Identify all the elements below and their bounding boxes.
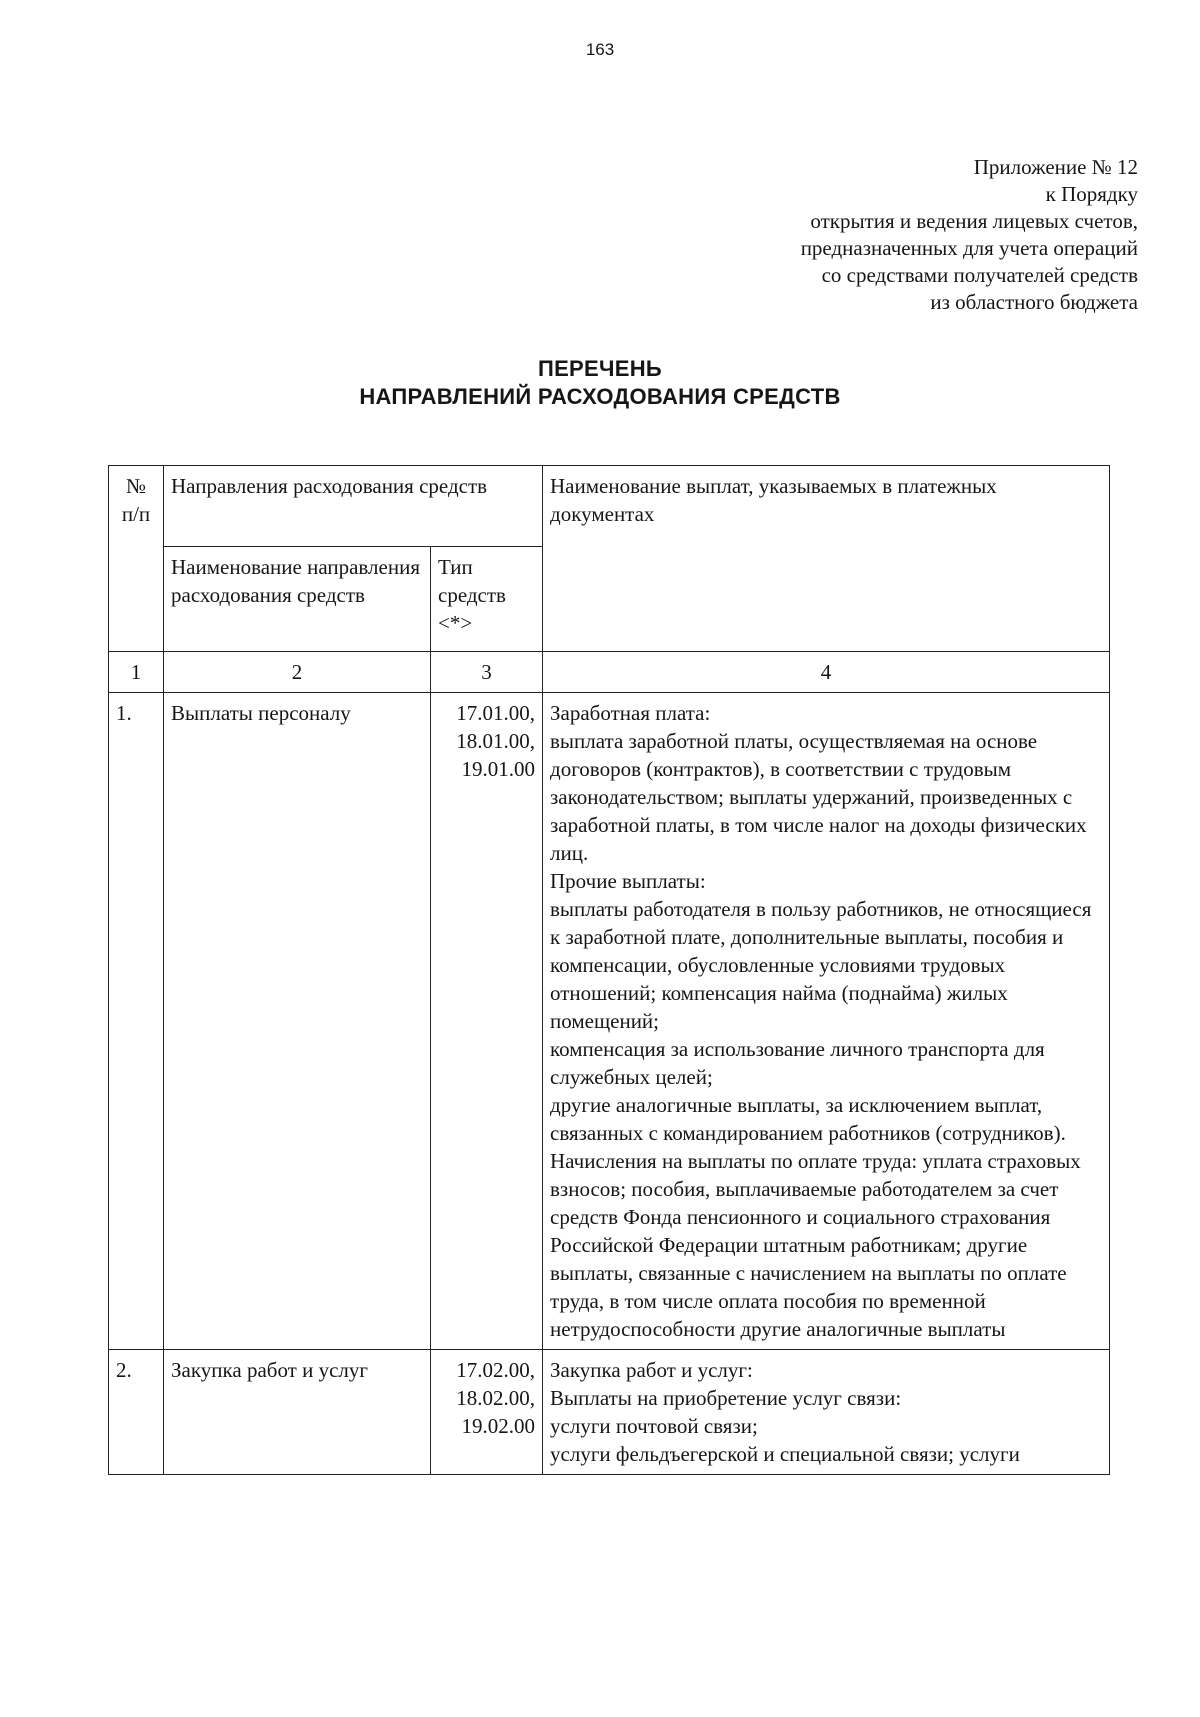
fund-code: 17.01.00, [456,701,536,725]
appendix-line: из областного бюджета [930,290,1138,314]
row-payment-description [543,693,1110,1350]
description-paragraph: Заработная плата: [550,701,711,725]
column-index: 1 [109,652,164,693]
table-header-row [109,466,1110,547]
row-fund-codes [431,693,543,1350]
header-direction-name: Наименование направления расходования средств [164,547,431,652]
fund-code: 17.02.00, [456,1358,536,1382]
row-direction: Выплаты персоналу [164,693,431,1350]
appendix-line: открытия и ведения лицевых счетов, [810,209,1138,233]
table-row [109,693,1110,1350]
fund-code: 18.01.00, [456,729,536,753]
fund-code: 18.02.00, [456,1386,536,1410]
row-number: 2. [109,1350,164,1475]
column-index: 2 [164,652,431,693]
fund-code: 19.02.00 [461,1414,536,1438]
document-title [0,355,1200,411]
appendix-line: к Порядку [1045,182,1138,206]
row-direction: Закупка работ и услуг [164,1350,431,1475]
header-number: № п/п [109,466,164,652]
document-title-line: ПЕРЕЧЕНЬ [537,356,663,381]
description-paragraph: Начисления на выплаты по оплате труда: уплата страховых взносов; пособия, выплачиваемые работодателем за счет средств Фонда пенсионного и социального страхования Российской Федерации штатным работникам; другие выплаты, связанные с начислением на выплаты по оплате труда, в том числе оплата пособия по временной нетрудоспособности другие аналогичные выплаты [550,1149,1081,1341]
description-paragraph: другие аналогичные выплаты, за исключением выплат, связанных с командированием работников (сотрудников). [550,1093,1066,1145]
description-paragraph: выплаты работодателя в пользу работников, не относящиеся к заработной плате, дополнительные выплаты, пособия и компенсации, обусловленные условиями трудовых отношений; компенсация найма (поднайма) жилых помещений; [550,897,1092,1033]
row-number: 1. [109,693,164,1350]
appendix-line: Приложение № 12 [973,155,1138,179]
description-paragraph: компенсация за использование личного транспорта для служебных целей; [550,1037,1045,1089]
expense-directions-table [108,465,1110,1475]
document-title-line: НАПРАВЛЕНИЙ РАСХОДОВАНИЯ СРЕДСТВ [359,384,841,409]
column-index: 3 [431,652,543,693]
appendix-reference [801,154,1138,316]
header-funds-type: Тип средств <*> [431,547,543,652]
appendix-line: предназначенных для учета операций [800,236,1138,260]
header-directions: Направления расходования средств [164,466,543,547]
description-paragraph: Закупка работ и услуг: [550,1358,753,1382]
description-paragraph: Выплаты на приобретение услуг связи: [550,1386,902,1410]
description-paragraph: Прочие выплаты: [550,869,706,893]
appendix-line: со средствами получателей средств [821,263,1138,287]
column-index: 4 [543,652,1110,693]
page-number: 163 [585,40,615,59]
table-row [109,1350,1110,1475]
header-payment-names: Наименование выплат, указываемых в платежных документах [543,466,1110,652]
column-index-row [109,652,1110,693]
description-paragraph: услуги фельдъегерской и специальной связи; услуги [550,1442,1020,1466]
description-paragraph: услуги почтовой связи; [550,1414,758,1438]
row-fund-codes [431,1350,543,1475]
fund-code: 19.01.00 [461,757,536,781]
description-paragraph: выплата заработной платы, осуществляемая на основе договоров (контрактов), в соответствии с трудовым законодательством; выплаты удержаний, произведенных с заработной платы, в том числе налог на доходы физических лиц. [550,729,1087,865]
row-payment-description [543,1350,1110,1475]
